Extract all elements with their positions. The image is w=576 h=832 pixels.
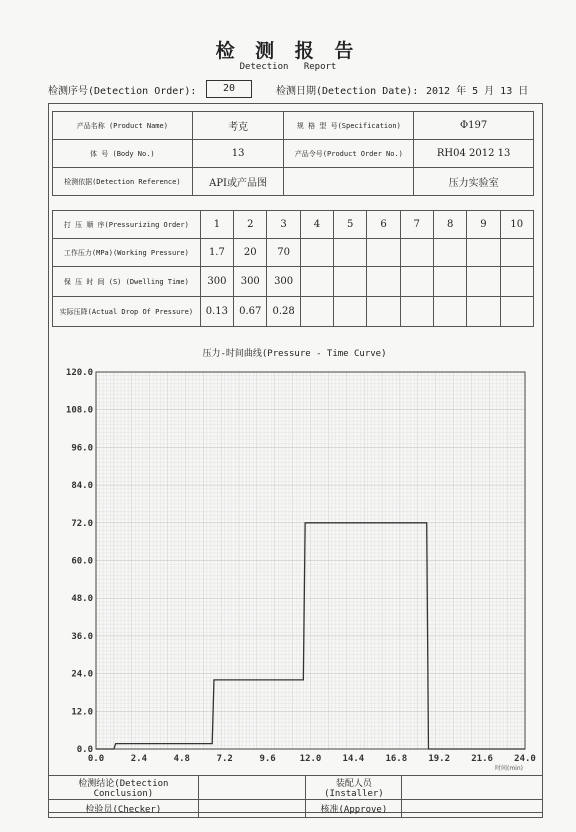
y-tick-label: 120.0 [65, 368, 93, 378]
x-tick-label: 21.6 [471, 754, 493, 764]
approve-label: 核准(Approve) [306, 800, 402, 818]
detection-order-value: 20 [206, 80, 252, 98]
body-no-value: 13 [192, 140, 284, 168]
x-tick-label: 4.8 [173, 754, 190, 764]
y-tick-label: 72.0 [71, 518, 93, 529]
y-tick-label: 24.0 [71, 669, 93, 680]
conclusion-value [198, 776, 306, 800]
x-tick-label: 2.4 [130, 754, 148, 764]
product-name-value: 考克 [192, 112, 284, 140]
x-tick-label: 19.2 [428, 754, 451, 764]
product-name-label: 产品名称 (Product Name) [53, 112, 193, 140]
order-cell: 4 [300, 211, 333, 239]
y-tick-label: 84.0 [71, 481, 93, 492]
working-pressure-cell: 70 [267, 239, 300, 267]
x-tick-label: 0.0 [87, 754, 105, 764]
y-tick-label: 48.0 [71, 594, 93, 605]
actual-drop-cell: 0.67 [234, 297, 267, 327]
y-tick-label: 36.0 [71, 631, 93, 642]
y-tick-label: 0.0 [76, 745, 93, 755]
x-tick-label: 7.2 [216, 754, 233, 764]
order-cell: 2 [234, 211, 267, 239]
order-cell: 9 [467, 211, 500, 239]
x-tick-label: 16.8 [385, 754, 408, 764]
x-tick-label: 12.0 [299, 754, 322, 764]
order-cell: 10 [500, 211, 533, 239]
x-tick-label: 9.6 [259, 754, 276, 764]
working-pressure-cell: 1.7 [200, 239, 233, 267]
x-tick-label: 14.4 [342, 754, 365, 764]
specification-label: 规 格 型 号(Specification) [284, 112, 414, 140]
checker-label: 检验员(Checker) [49, 800, 199, 818]
order-cell: 1 [200, 211, 233, 239]
pressure-row-label: 工作压力(MPa)(Working Pressure) [53, 239, 201, 267]
dwelling-time-cell: 300 [267, 267, 300, 297]
detection-reference-label: 检测依据(Detection Reference) [53, 168, 193, 196]
y-tick-label: 96.0 [71, 443, 93, 454]
product-order-no-value: RH04 2012 13 [414, 140, 534, 168]
y-tick-label: 12.0 [71, 707, 93, 718]
x-tick-label: 24.0 [514, 754, 536, 764]
body-no-label: 体 号 (Body No.) [53, 140, 193, 168]
conclusion-label: 检测结论(Detection Conclusion) [49, 776, 199, 800]
dwelling-time-cell: 300 [234, 267, 267, 297]
detection-reference-value: API或产品图 [192, 168, 284, 196]
installer-value [402, 776, 543, 800]
detection-date-value: 2012 年 5 月 13 日 [426, 86, 529, 97]
detection-order-label: 检测序号(Detection Order): [48, 86, 197, 97]
report-title: 检 测 报 告 [215, 40, 361, 62]
detection-date-label: 检测日期(Detection Date): [276, 86, 419, 97]
pressure-row-label: 保 压 时 间 (S) (Dwelling Time) [53, 267, 201, 297]
lab-value: 压力实验室 [414, 168, 534, 196]
order-cell: 6 [367, 211, 400, 239]
order-cell: 7 [400, 211, 433, 239]
actual-drop-cell: 0.13 [200, 297, 233, 327]
order-cell: 3 [267, 211, 300, 239]
checker-value [198, 800, 306, 818]
specification-value: Φ197 [414, 112, 534, 140]
pressure-row-label: 打 压 顺 序(Pressurizing Order) [53, 211, 201, 239]
actual-drop-cell: 0.28 [267, 297, 300, 327]
order-cell: 8 [433, 211, 466, 239]
product-order-no-label: 产品令号(Product Order No.) [284, 140, 414, 168]
y-tick-label: 60.0 [71, 556, 93, 567]
pressure-row-label: 实际压降(Actual Drop Of Pressure) [53, 297, 201, 327]
footer-table [48, 775, 543, 818]
y-tick-label: 108.0 [65, 405, 93, 416]
x-axis-label: 时间(min) [495, 765, 523, 772]
order-cell: 5 [334, 211, 367, 239]
working-pressure-cell: 20 [234, 239, 267, 267]
report-subtitle: Detection Report [239, 62, 337, 72]
chart-title: 压力-时间曲线(Pressure - Time Curve) [202, 349, 387, 359]
approve-value [402, 800, 543, 818]
dwelling-time-cell: 300 [200, 267, 233, 297]
installer-label: 装配人员(Installer) [306, 776, 402, 800]
